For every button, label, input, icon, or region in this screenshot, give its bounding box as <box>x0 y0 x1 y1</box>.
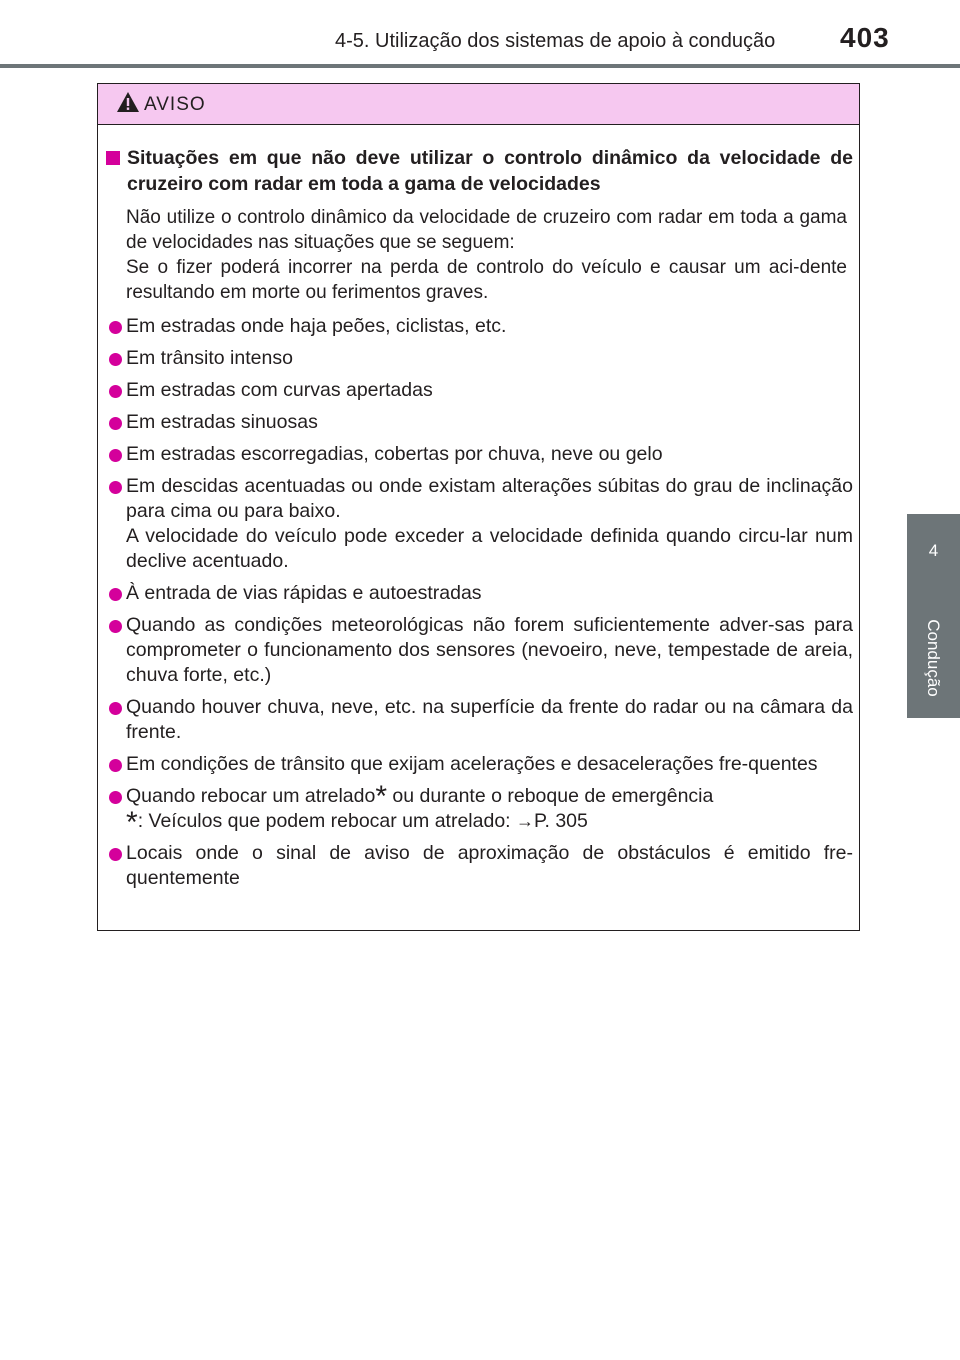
list-item <box>106 474 853 574</box>
list-item-text: Em trânsito intenso <box>126 347 293 369</box>
list-item <box>106 410 853 435</box>
list-item <box>106 581 853 606</box>
warning-triangle-icon <box>116 91 140 113</box>
asterisk-marker: * <box>375 780 388 813</box>
footnote-asterisk: * <box>126 806 138 839</box>
list-item <box>106 613 853 688</box>
list-item-text: Em estradas escorregadias, cobertas por chuva, neve ou gelo <box>126 443 663 465</box>
bullet-dot-icon <box>109 620 122 633</box>
list-item-text: À entrada de vias rápidas e autoestradas <box>126 582 482 604</box>
page-number: 403 <box>840 22 890 53</box>
intro-line: Se o fizer poderá incorrer na perda de controlo do veículo e causar um aci-dente resultando em morte ou ferimentos graves. <box>126 257 847 303</box>
bullet-dot-icon <box>109 321 122 334</box>
page-header <box>0 0 960 68</box>
bullet-dot-icon <box>109 449 122 462</box>
square-bullet-icon <box>106 151 120 165</box>
bullet-dot-icon <box>109 791 122 804</box>
bullet-dot-icon <box>109 848 122 861</box>
list-item <box>106 752 853 777</box>
warning-intro <box>126 205 847 305</box>
list-item-main <box>126 780 853 813</box>
list-item-text: Em condições de trânsito que exijam acelerações e desacelerações fre-quentes <box>126 753 818 775</box>
list-item <box>106 780 853 839</box>
page-reference-link[interactable]: P. 305 <box>534 810 588 832</box>
chapter-label: Condução <box>924 619 943 697</box>
list-item-text: Quando houver chuva, neve, etc. na superfície da frente do radar ou na câmara da frente. <box>126 696 853 743</box>
chapter-number: 4 <box>928 541 939 560</box>
footnote-text: : Veículos que podem rebocar um atrelado: <box>137 810 516 832</box>
bullet-dot-icon <box>109 588 122 601</box>
list-item-text <box>126 474 853 574</box>
bullet-dot-icon <box>109 759 122 772</box>
list-item <box>106 841 853 891</box>
list-item-text-after: ou durante o reboque de emergência <box>387 785 714 807</box>
bullet-dot-icon <box>109 481 122 494</box>
bullet-dot-icon <box>109 417 122 430</box>
warning-heading-row <box>106 145 853 197</box>
list-item-text: Em estradas sinuosas <box>126 411 318 433</box>
bullet-dot-icon <box>109 702 122 715</box>
list-item-text: Locais onde o sinal de aviso de aproximação de obstáculos é emitido fre-quentemente <box>126 842 853 889</box>
intro-line: Não utilize o controlo dinâmico da velocidade de cruzeiro com radar em toda a gama de velocidades nas situações que se seguem: <box>126 207 847 253</box>
header-rule <box>0 64 960 68</box>
list-item-main: Em descidas acentuadas ou onde existam alterações súbitas do grau de inclinação para cima ou para baixo. <box>126 475 853 522</box>
warning-title: AVISO <box>144 94 206 115</box>
bullet-dot-icon <box>109 385 122 398</box>
list-item-text <box>126 780 853 839</box>
list-item-text-before: Quando rebocar um atrelado <box>126 785 376 807</box>
warning-box <box>97 83 860 931</box>
warning-heading: Situações em que não deve utilizar o controlo dinâmico da velocidade de cruzeiro com radar em toda a gama de velocidades <box>127 147 853 195</box>
arrow-right-icon: → <box>516 811 534 831</box>
warning-body <box>98 125 859 891</box>
section-title: 4-5. Utilização dos sistemas de apoio à condução <box>335 30 776 52</box>
list-item-text: Em estradas onde haja peões, ciclistas, etc. <box>126 315 507 337</box>
list-item <box>106 314 853 339</box>
footnote <box>126 806 853 839</box>
list-item <box>106 346 853 371</box>
list-item <box>106 378 853 403</box>
list-item-text: Em estradas com curvas apertadas <box>126 379 433 401</box>
list-item <box>106 442 853 467</box>
list-item <box>106 695 853 745</box>
list-item-text: Quando as condições meteorológicas não forem suficientemente adver-sas para comprometer o funcionamento dos sensores (nevoeiro, neve, tempestade de areia, chuva forte, etc.) <box>126 614 853 686</box>
list-item-note: A velocidade do veículo pode exceder a velocidade definida quando circu-lar num declive acentuado. <box>126 525 853 572</box>
warning-header <box>98 84 859 125</box>
bullet-dot-icon <box>109 353 122 366</box>
